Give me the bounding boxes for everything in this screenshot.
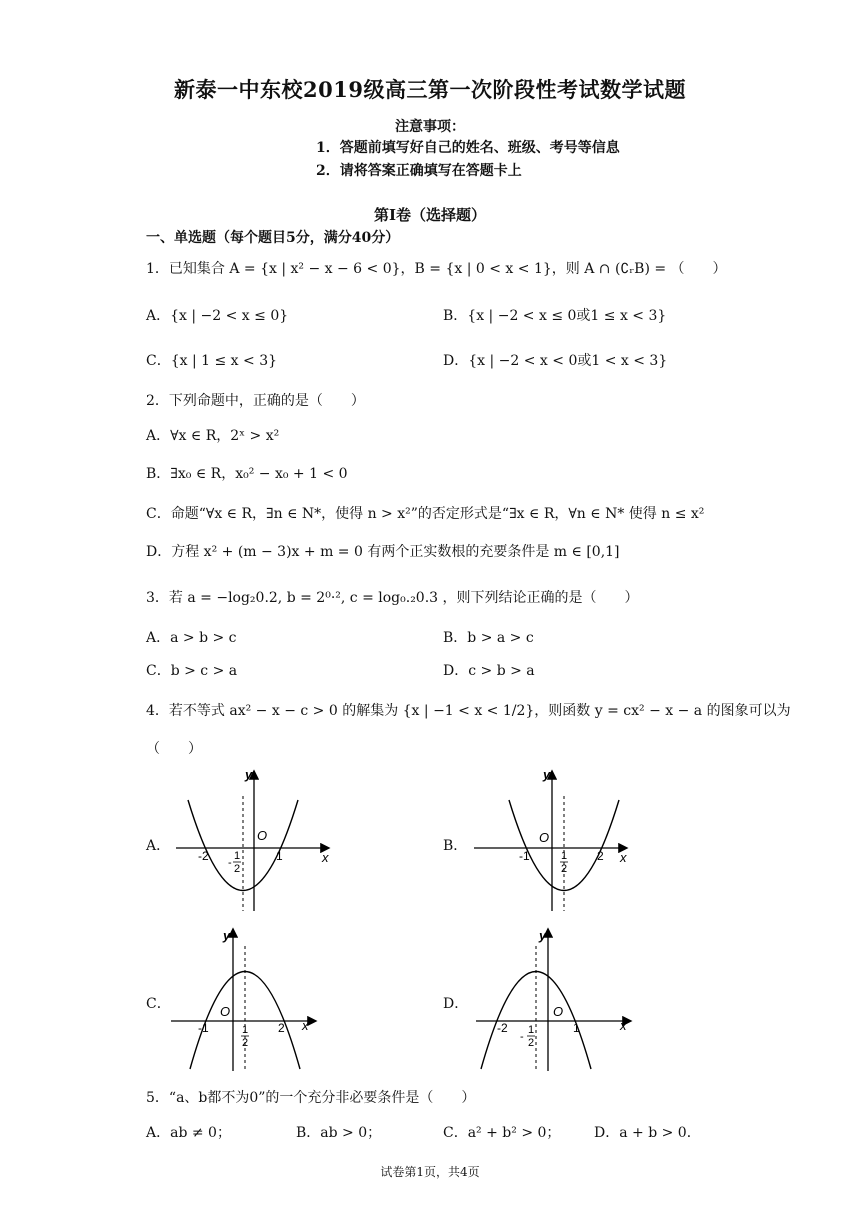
notice-item-2: 2．请将答案正确填写在答题卡上 <box>316 163 522 179</box>
q2-option-d: D．方程 x² + (m − 3)x + m = 0 有两个正实数根的充要条件是 m ∈ [0,1] <box>146 544 620 560</box>
q5-option-d: D．a + b > 0． <box>594 1125 701 1141</box>
graph-c-x-label: x <box>302 1018 309 1033</box>
graph-d-origin: O <box>553 1004 564 1019</box>
q1-option-c: C．{x | 1 ≤ x < 3} <box>146 353 278 369</box>
svg-text:2: 2 <box>561 863 568 875</box>
notice-item-1: 1．答题前填写好自己的姓名、班级、考号等信息 <box>316 140 620 156</box>
graph-b-root-right: 2 <box>597 849 604 863</box>
graph-b-y-label: y <box>543 767 551 782</box>
question-4-stem: 4．若不等式 ax² − x − c > 0 的解集为 {x | −1 < x < 1/2}，则函数 y = cx² − x − a 的图象可以为 <box>146 703 791 719</box>
q4-option-b: B． <box>443 838 468 854</box>
graph-c-root-right: 2 <box>278 1021 285 1035</box>
graph-c-y-label: y <box>223 928 231 943</box>
q5-option-c: C．a² + b² > 0； <box>443 1125 561 1141</box>
svg-text:1: 1 <box>234 850 241 862</box>
graph-d-root-left: -2 <box>497 1021 508 1035</box>
q1-option-b: B．{x | −2 < x ≤ 0或1 ≤ x < 3} <box>443 308 667 324</box>
graph-d <box>470 926 640 1076</box>
graph-d-root-right: 1 <box>573 1021 580 1035</box>
q4-option-c: C． <box>146 996 171 1012</box>
q3-option-b: B．b > a > c <box>443 630 534 646</box>
graph-b-origin: O <box>539 830 550 845</box>
notice-heading: 注意事项： <box>395 119 465 135</box>
graph-b-x-label: x <box>620 850 627 865</box>
graph-a-y-label: y <box>245 767 253 782</box>
q4-option-a: A． <box>146 838 171 854</box>
graph-a-vertex-label: - <box>228 857 232 869</box>
q1-option-d: D．{x | −2 < x < 0或1 < x < 3} <box>443 353 668 369</box>
q2-option-a: A．∀x ∈ R，2ˣ > x² <box>146 428 280 444</box>
graph-d-x-label: x <box>620 1018 627 1033</box>
q2-option-c: C．命题“∀x ∈ R，∃n ∈ N*，使得 n > x²”的否定形式是“∃x ∈ R，∀n ∈ N* 使得 n ≤ x² <box>146 506 705 522</box>
svg-text:1: 1 <box>528 1024 535 1036</box>
q4-option-d: D． <box>443 996 469 1012</box>
question-1-stem: 1．已知集合 A = {x | x² − x − 6 < 0}，B = {x | 0 < x < 1}，则 A ∩ (∁ᵣB) = （ ） <box>146 261 727 277</box>
graph-a-origin: O <box>257 828 268 843</box>
graph-d-y-label: y <box>539 928 547 943</box>
graph-b <box>468 766 638 916</box>
q3-option-a: A．a > b > c <box>146 630 237 646</box>
svg-text:2: 2 <box>234 863 241 875</box>
graph-a-x-label: x <box>322 850 329 865</box>
graph-b-vertex-label: 1 <box>561 850 568 862</box>
volume-heading: 第Ⅰ卷（选择题） <box>373 206 487 224</box>
question-5-stem: 5．“a、b都不为0”的一个充分非必要条件是（ ） <box>146 1090 476 1106</box>
section-heading: 一、单选题（每个题目5分，满分40分） <box>146 230 400 246</box>
graph-c <box>165 926 335 1076</box>
question-4-stem-tail: （ ） <box>146 741 202 757</box>
graph-a-root-right: 1 <box>276 849 283 863</box>
graph-a-root-left: -2 <box>198 849 209 863</box>
graph-c-vertex-label: 1 <box>242 1024 249 1036</box>
q3-option-d: D．c > b > a <box>443 663 535 679</box>
q5-option-b: B．ab > 0； <box>296 1125 382 1141</box>
graph-c-origin: O <box>220 1004 231 1019</box>
svg-text:2: 2 <box>528 1037 535 1049</box>
q1-option-a: A．{x | −2 < x ≤ 0} <box>146 308 289 324</box>
svg-text:2: 2 <box>242 1037 249 1049</box>
graph-b-root-left: -1 <box>519 849 530 863</box>
page-footer: 试卷第1页，共4页 <box>380 1165 480 1179</box>
exam-title: 新泰一中东校2019级高三第一次阶段性考试数学试题 <box>174 77 686 102</box>
graph-a <box>170 766 340 916</box>
q3-option-c: C．b > c > a <box>146 663 238 679</box>
question-3-stem: 3．若 a = −log₂0.2, b = 2⁰·², c = log₀.₂0.3 ，则下列结论正确的是（ ） <box>146 590 639 606</box>
q5-option-a: A．ab ≠ 0； <box>146 1125 231 1141</box>
graph-c-root-left: -1 <box>198 1021 209 1035</box>
graph-d-vertex-label: - <box>520 1031 524 1043</box>
q2-option-b: B．∃x₀ ∈ R，x₀² − x₀ + 1 < 0 <box>146 466 348 482</box>
question-2-stem: 2．下列命题中，正确的是（ ） <box>146 393 365 409</box>
